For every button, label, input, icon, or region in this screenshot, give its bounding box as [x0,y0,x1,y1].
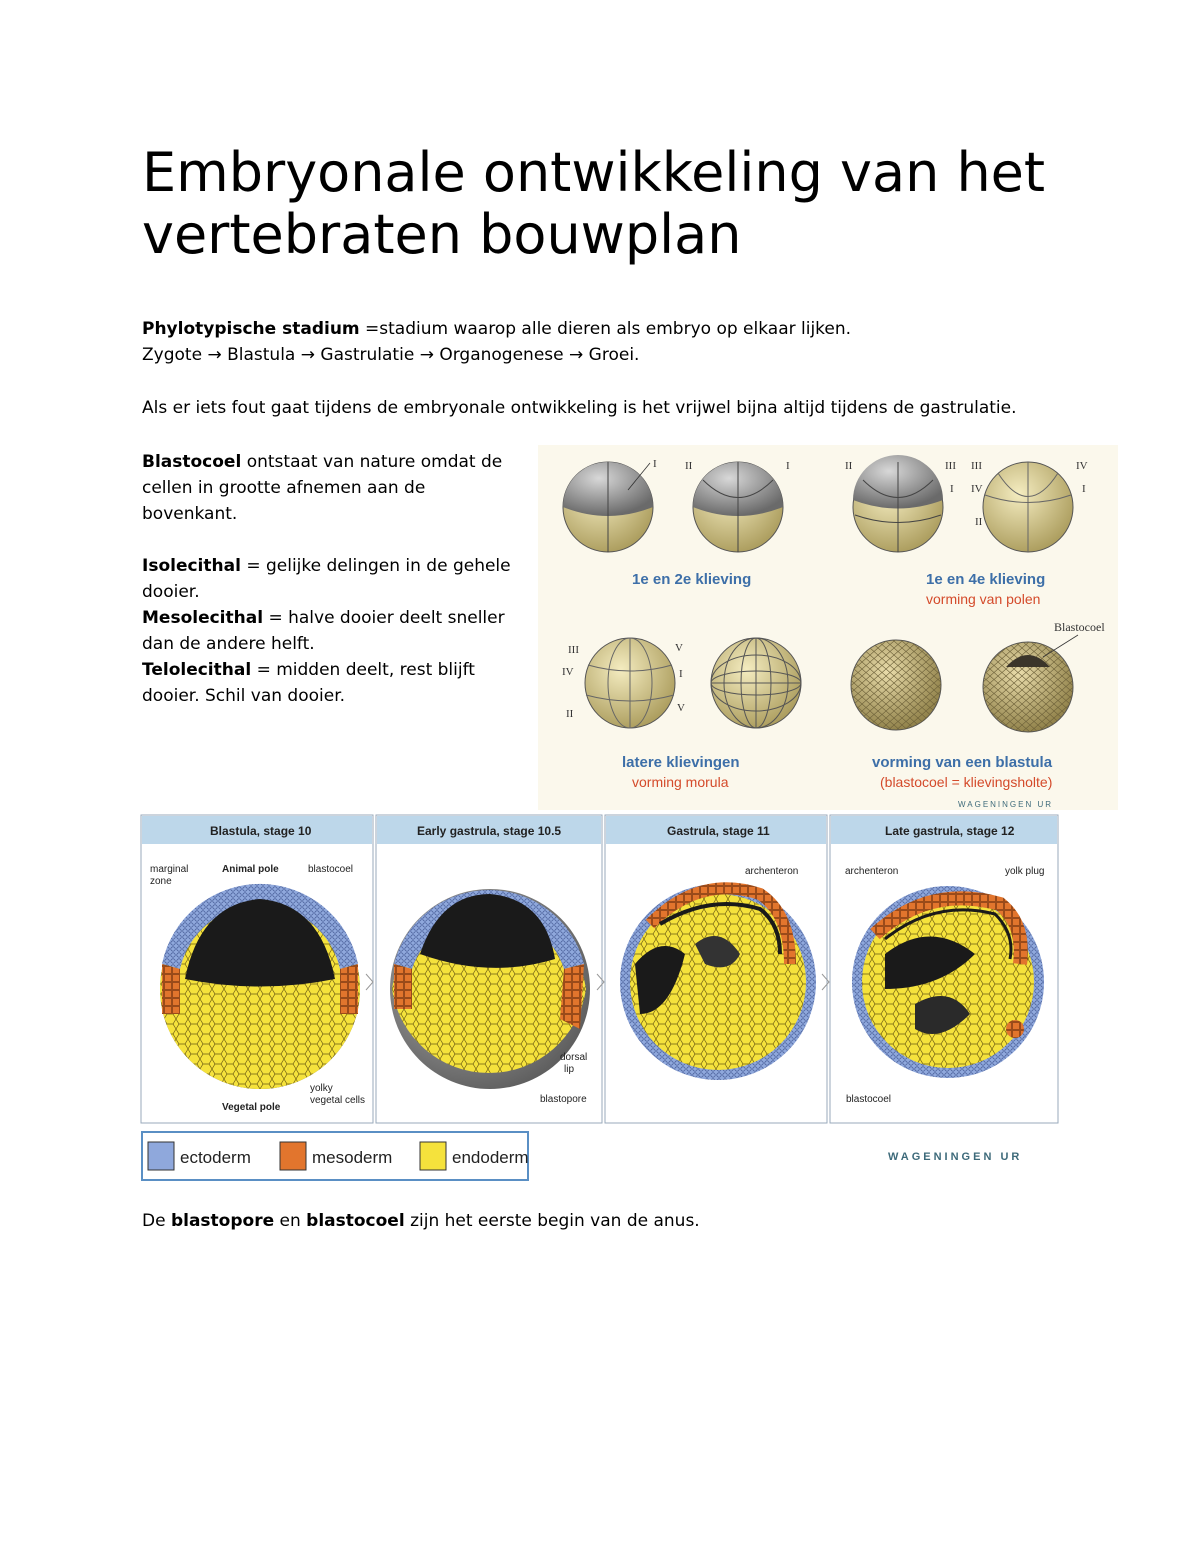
embryo-morula-grid [711,638,801,728]
label-yolk-plug: yolk plug [1005,866,1045,877]
label-vegetal-pole: Vegetal pole [222,1102,281,1113]
caption-morula: vorming morula [632,774,729,790]
stage-title: Late gastrula, stage 12 [885,824,1015,838]
label-archenteron: archenteron [845,866,899,877]
cleavage-diagram [538,445,1118,810]
seq-gastrulatie: Gastrulatie [320,345,415,365]
phylotypic-term: Phylotypische stadium [142,319,360,339]
roman-label: II [566,708,574,720]
label-animal-pole: Animal pole [222,864,279,875]
roman-label: III [568,644,579,656]
gastrulation-paragraph: Als er iets fout gaat tijdens de embryonale ontwikkeling is het vrijwel bijna altijd tijdens de gastrulatie. [142,398,1017,418]
blastocoel-term: Blastocoel [142,452,242,472]
gastrulation-diagram [140,814,1060,1184]
roman-label: V [675,642,683,654]
wageningen-logo: WAGENINGEN UR [888,1151,1023,1163]
caption-blastocoel-definition: (blastocoel = klievingsholte) [880,774,1053,790]
roman-label: I [786,460,790,472]
phylotypic-paragraph [142,316,851,342]
roman-label: V [677,702,685,714]
phylotypic-definition: =stadium waarop alle dieren als embryo op elkaar lijken. [359,319,852,339]
gastrula-section [620,884,816,1080]
gastrulation-figure [140,814,1060,1184]
blastocoel-paragraph [142,449,522,527]
roman-label: III [971,460,982,472]
seq-groei: Groei. [588,345,640,365]
legend-endoderm: endoderm [452,1148,529,1167]
seq-blastula: Blastula [227,345,296,365]
caption-pole-formation: vorming van polen [926,591,1041,607]
caption-first-fourth-cleavage: 1e en 4e klieving [926,571,1046,588]
isolecithal-definition: = gelijke delingen in de gehele dooier. [142,556,511,602]
page-title: Embryonale ontwikkeling van het vertebraten bouwplan [142,141,1046,266]
stage-title: Early gastrula, stage 10.5 [417,824,562,838]
stage-title: Gastrula, stage 11 [667,824,770,838]
arrow-icon: → [207,345,222,365]
cell-division-notes [142,449,522,709]
roman-label: II [975,516,983,528]
roman-label: IV [562,666,574,678]
embryo-morula-lines [585,638,675,728]
label-archenteron: archenteron [745,866,799,877]
legend-swatch-endoderm [420,1142,446,1170]
mesolecithal-term: Mesolecithal [142,608,264,628]
embryo-blastula-cut [983,642,1073,732]
seq-zygote: Zygote [142,345,203,365]
germ-layer-legend [142,1132,529,1180]
mesolecithal-paragraph [142,605,522,657]
label-vegetal-cells: vegetal cells [310,1095,366,1106]
roman-label: IV [971,483,983,495]
blastocoel-label: Blastocoel [1054,620,1105,634]
seq-organogenese: Organogenese [439,345,564,365]
text-run: zijn het eerste begin van de anus. [404,1211,700,1231]
wageningen-logo: WAGENINGEN UR [958,800,1054,809]
telolecithal-term: Telolecithal [142,660,252,680]
telolecithal-definition: = midden deelt, rest blijft dooier. Schil van dooier. [142,660,475,706]
label-zone: zone [150,876,172,887]
roman-label: III [945,460,956,472]
roman-label: II [845,460,853,472]
blastocoel-definition: ontstaat van nature omdat de cellen in grootte afnemen aan de bovenkant. [142,452,503,524]
telolecithal-paragraph [142,657,522,709]
caption-blastula-formation: vorming van een blastula [872,754,1053,771]
embryo-4cell [693,462,783,552]
caption-first-second-cleavage: 1e en 2e klieving [632,571,752,588]
caption-later-cleavage: latere klievingen [622,754,740,771]
cleavage-figure [538,445,1118,810]
mesolecithal-definition: = halve dooier deelt sneller dan de andere helft. [142,608,505,654]
term-blastopore: blastopore [170,1211,275,1231]
embryo-8cell [853,455,943,552]
blastula-section [160,884,360,1089]
isolecithal-term: Isolecithal [142,556,241,576]
label-blastopore: blastopore [540,1094,587,1105]
roman-label: IV [1076,460,1088,472]
term-blastocoel: blastocoel [306,1211,405,1231]
text-run: De [142,1211,171,1231]
late-gastrula-section [852,886,1044,1078]
text-run: en [274,1211,307,1231]
roman-label: I [1082,483,1086,495]
label-blastocoel: blastocoel [308,864,354,875]
legend-swatch-mesoderm [280,1142,306,1170]
embryo-blastula [851,640,941,730]
label-marginal: marginal [150,864,189,875]
roman-label: I [950,483,954,495]
arrow-icon: → [569,345,584,365]
isolecithal-paragraph [142,553,522,605]
development-sequence [142,342,639,368]
legend-swatch-ectoderm [148,1142,174,1170]
legend-ectoderm: ectoderm [180,1148,251,1167]
roman-label: I [653,458,657,470]
roman-label: II [685,460,693,472]
legend-mesoderm: mesoderm [312,1148,393,1167]
label-yolky: yolky [310,1083,333,1094]
label-dorsal: dorsal [560,1052,588,1063]
stage-title: Blastula, stage 10 [210,824,312,838]
label-lip: lip [564,1064,575,1075]
label-blastocoel: blastocoel [846,1094,892,1105]
roman-label: I [679,668,683,680]
arrow-icon: → [419,345,434,365]
arrow-icon: → [300,345,315,365]
anus-paragraph [142,1208,700,1234]
embryo-16cell [983,462,1073,552]
